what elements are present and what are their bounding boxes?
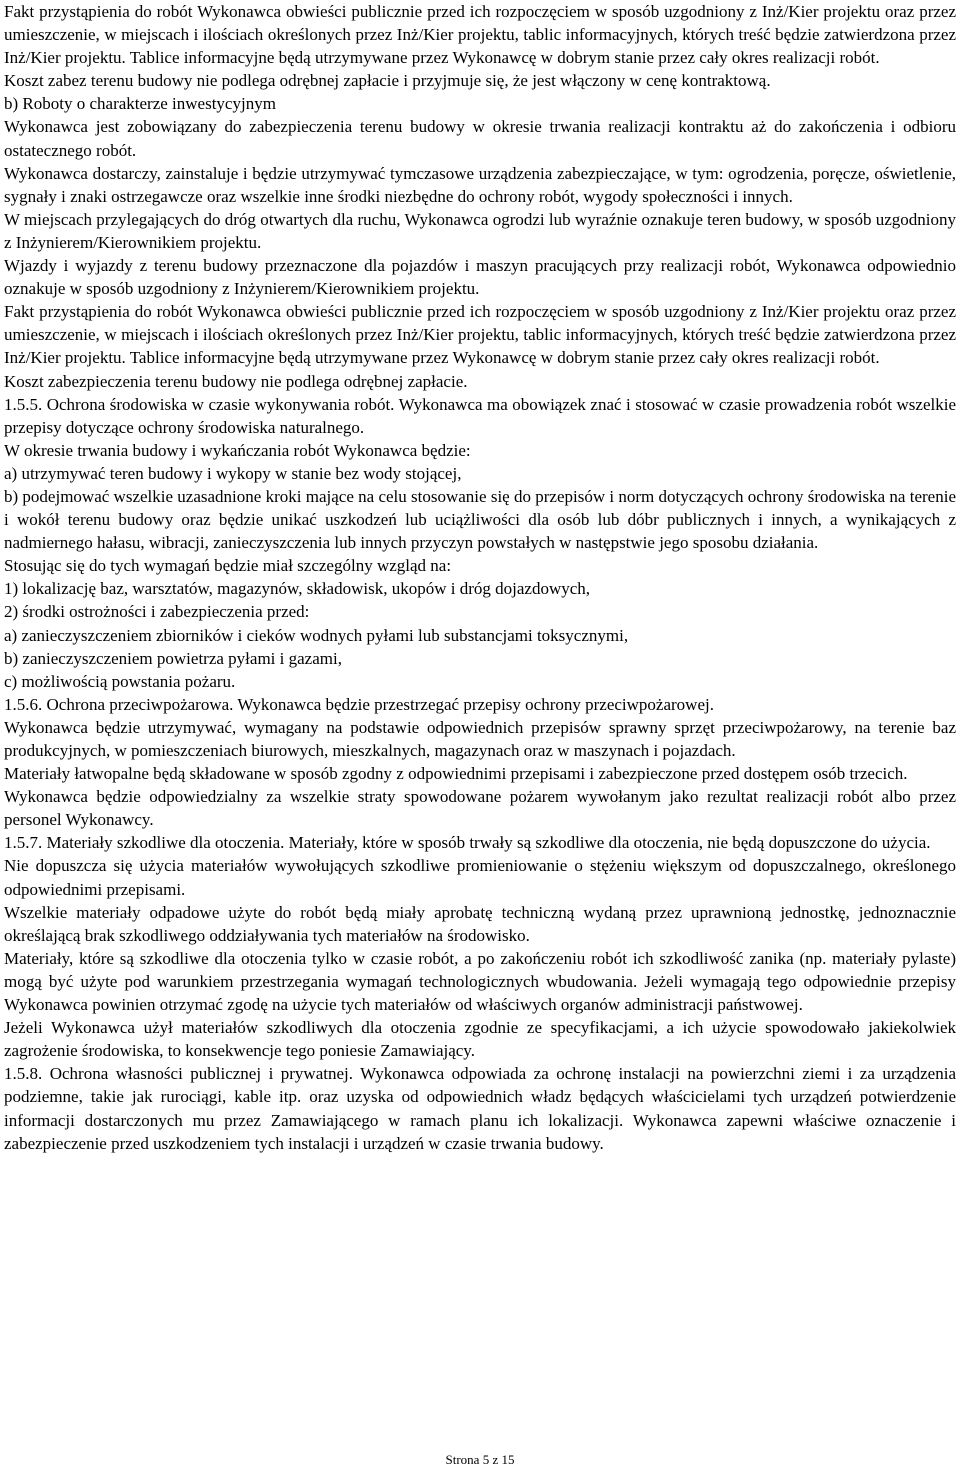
paragraph: b) Roboty o charakterze inwestycyjnym (4, 94, 276, 114)
list-item: a) utrzymywać teren budowy i wykopy w stanie bez wody stojącej, (4, 463, 462, 483)
paragraph: Fakt przystąpienia do robót Wykonawca obwieści publicznie przed ich rozpoczęciem w sposób uzgodniony z Inż/Kier projektu oraz przez umieszczenie, w miejscach i ilościach określonych przez Inż/Kier projektu, tablic informacyjnych, których treść będzie zatwierdzona przez Inż/Kier projektu. Tablice informacyjne będą utrzymywane przez Wykonawcę w dobrym stanie przez cały okres realizacji robót. (4, 2, 956, 68)
list-item: 2) środki ostrożności i zabezpieczenia przed: (4, 602, 310, 622)
paragraph: W miejscach przylegających do dróg otwartych dla ruchu, Wykonawca ogrodzi lub wyraźnie oznakuje teren budowy, w sposób uzgodniony z Inżynierem/Kierownikiem projektu. (4, 209, 956, 252)
paragraph: Stosując się do tych wymagań będzie miał szczególny wzgląd na: (4, 556, 452, 576)
list-item: c) możliwością powstania pożaru. (4, 671, 236, 691)
list-item: 1) lokalizację baz, warsztatów, magazynów, składowisk, ukopów i dróg dojazdowych, (4, 579, 591, 599)
paragraph: Jeżeli Wykonawca użył materiałów szkodliwych dla otoczenia zgodnie ze specyfikacjami, a ich użycie spowodowało jakiekolwiek zagrożenie środowiska, to konsekwencje tego poniesie Zamawiający. (4, 1018, 956, 1061)
document-body (4, 0, 956, 1155)
paragraph: Materiały łatwopalne będą składowane w sposób zgodny z odpowiednimi przepisami i zabezpieczone przed dostępem osób trzecich. (4, 764, 908, 784)
paragraph: Wykonawca dostarczy, zainstaluje i będzie utrzymywać tymczasowe urządzenia zabezpieczające, w tym: ogrodzenia, poręcze, oświetlenie, sygnały i znaki ostrzegawcze oraz wszelkie inne środki niezbędne do ochrony robót, wygody społeczności i innych. (4, 163, 956, 206)
section-heading-paragraph: 1.5.5. Ochrona środowiska w czasie wykonywania robót. Wykonawca ma obowiązek znać i stosować w czasie prowadzenia robót wszelkie przepisy dotyczące ochrony środowiska naturalnego. (4, 394, 956, 437)
list-item: a) zanieczyszczeniem zbiorników i cieków wodnych pyłami lub substancjami toksycznymi, (4, 625, 629, 645)
list-item: b) zanieczyszczeniem powietrza pyłami i gazami, (4, 648, 342, 668)
paragraph: W okresie trwania budowy i wykańczania robót Wykonawca będzie: (4, 440, 471, 460)
paragraph: Fakt przystąpienia do robót Wykonawca obwieści publicznie przed ich rozpoczęciem w sposób uzgodniony z Inż/Kier projektu oraz przez umieszczenie, w miejscach i ilościach określonych przez Inż/Kier projektu, tablic informacyjnych, których treść będzie zatwierdzona przez Inż/Kier projektu. Tablice informacyjne będą utrzymywane przez Wykonawcę w dobrym stanie przez cały okres realizacji robót. (4, 302, 956, 368)
paragraph: Wszelkie materiały odpadowe użyte do robót będą miały aprobatę techniczną wydaną przez uprawnioną jednostkę, jednoznacznie określającą brak szkodliwego oddziaływania tych materiałów na środowisko. (4, 902, 956, 945)
paragraph: Materiały, które są szkodliwe dla otoczenia tylko w czasie robót, a po zakończeniu robót ich szkodliwość zanika (np. materiały pylaste) mogą być użyte pod warunkiem przestrzegania wymagań technologicznych wbudowania. Jeżeli wymagają tego odpowiednie przepisy Wykonawca powinien otrzymać zgodę na użycie tych materiałów od właściwych organów administracji państwowej. (4, 948, 956, 1015)
section-heading-paragraph: 1.5.6. Ochrona przeciwpożarowa. Wykonawca będzie przestrzegać przepisy ochrony przeciwpożarowej. (4, 694, 714, 714)
section-heading-paragraph: 1.5.7. Materiały szkodliwe dla otoczenia. Materiały, które w sposób trwały są szkodliwe dla otoczenia, nie będą dopuszczone do użycia. (4, 833, 931, 853)
paragraph: Wykonawca będzie utrzymywać, wymagany na podstawie odpowiednich przepisów sprawny sprzęt przeciwpożarowy, na terenie baz produkcyjnych, w pomieszczeniach biurowych, mieszkalnych, magazynach oraz w maszynach i pojazdach. (4, 717, 956, 760)
paragraph: Nie dopuszcza się użycia materiałów wywołujących szkodliwe promieniowanie o stężeniu większym od dopuszczalnego, określonego odpowiednimi przepisami. (4, 856, 956, 899)
paragraph: Wykonawca będzie odpowiedzialny za wszelkie straty spowodowane pożarem wywołanym jako rezultat realizacji robót albo przez personel Wykonawcy. (4, 787, 956, 830)
section-heading-paragraph: 1.5.8. Ochrona własności publicznej i prywatnej. Wykonawca odpowiada za ochronę instalacji na powierzchni ziemi i za urządzenia podziemne, takie jak rurociągi, kable itp. oraz uzyska od odpowiednich władz będących właścicielami tych urządzeń potwierdzenie informacji dostarczonych mu przez Zamawiającego w ramach planu ich lokalizacji. Wykonawca zapewni właściwe oznaczenie i zabezpieczenie przed uszkodzeniem tych instalacji i urządzeń w czasie trwania budowy. (4, 1064, 956, 1153)
page-number-footer: Strona 5 z 15 (445, 1452, 515, 1467)
paragraph: Wykonawca jest zobowiązany do zabezpieczenia terenu budowy w okresie trwania realizacji kontraktu aż do zakończenia i odbioru ostatecznego robót. (4, 117, 956, 160)
paragraph: Wjazdy i wyjazdy z terenu budowy przeznaczone dla pojazdów i maszyn pracujących przy realizacji robót, Wykonawca odpowiednio oznakuje w sposób uzgodniony z Inżynierem/Kierownikiem projektu. (4, 256, 956, 299)
list-item: b) podejmować wszelkie uzasadnione kroki mające na celu stosowanie się do przepisów i norm dotyczących ochrony środowiska na terenie i wokół terenu budowy oraz będzie unikać uszkodzeń lub uciążliwości dla osób lub dóbr publicznych i innych, a wynikających z nadmiernego hałasu, wibracji, zanieczyszczenia lub innych przyczyn powstałych w następstwie jego sposobu działania. (4, 486, 956, 553)
paragraph: Koszt zabez terenu budowy nie podlega odrębnej zapłacie i przyjmuje się, że jest włączony w cenę kontraktową. (4, 71, 771, 91)
paragraph: Koszt zabezpieczenia terenu budowy nie podlega odrębnej zapłacie. (4, 371, 468, 391)
